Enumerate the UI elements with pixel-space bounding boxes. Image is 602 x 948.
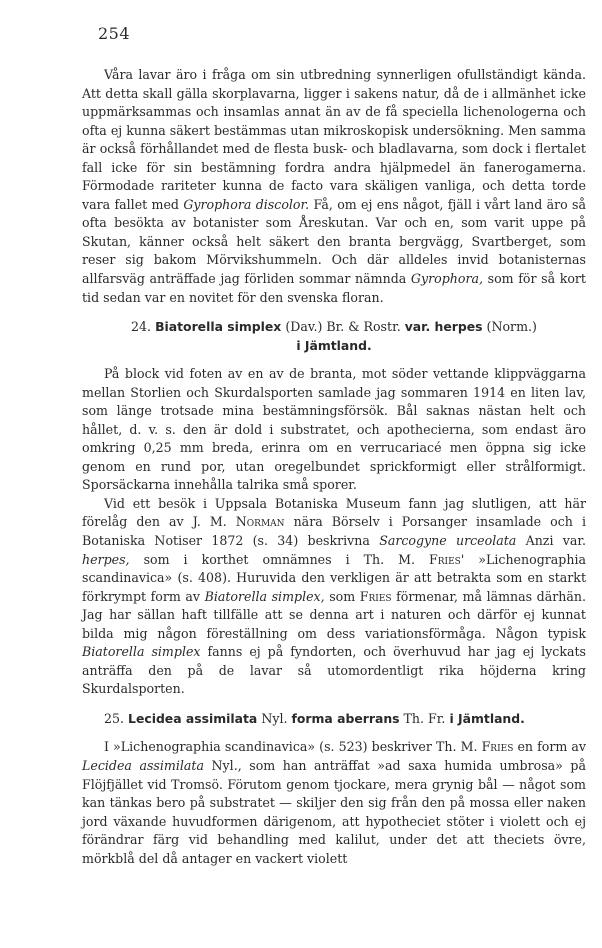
section-heading-25 xyxy=(82,710,586,729)
variety-authority: (Norm.) xyxy=(486,319,537,335)
section-number: 24. xyxy=(131,319,152,335)
text-segment: Vid ett besök i Uppsala Botaniska Museum fann jag slutligen, att här förelåg den av J. M. xyxy=(82,495,586,530)
paragraph-gyrophora xyxy=(82,66,586,307)
text-segment: Anzi var. xyxy=(516,533,587,549)
section-number: 25. xyxy=(104,710,125,726)
text-segment: som för så kort tid sedan var en novitet för den svenska floran. xyxy=(82,271,586,305)
species-name: Gyrophora discolor. xyxy=(183,196,310,212)
text-segment: som i korthet omnämnes i Th. M. xyxy=(129,551,430,567)
species-name: herpes, xyxy=(82,551,130,567)
text-segment: Få, om ej ens något, fjäll i vårt land äro så ofta besökta av botanister som Åreskutan. Var och en, som varit uppe på Skutan, känner också helt säkert den branta bergvägg, Svartberget, som reser sig bakom Mörvikshummeln. Och där alldeles invid botanisternas allfarsväg anträffade jag förliden sommar nämnda xyxy=(82,196,586,287)
person-name: Norman xyxy=(235,514,285,530)
text-segment: Våra lavar äro i fråga om sin utbredning synnerligen ofullständigt kända. Att detta skall gälla skorplavarna, ligger i sakens natur, då de i allmänhet icke uppmärksammas och insamlas annat än av de få speciella lichenologerna och ofta ej kunna säkert bestämmas utan mikroskopisk undersökning. Men samma är också förhållandet med de flesta busk- och bladlavarna, som dock i flertalet fall icke för sin bestämning fordra andra hjälpmedel än fanerogamerna. Förmodade rariteter kunna de facto vara skäligen vanliga, och detta torde vara fallet med xyxy=(82,67,586,212)
species-name: Biatorella simplex xyxy=(82,644,201,660)
page-body xyxy=(82,66,586,868)
taxon-name: Biatorella simplex xyxy=(155,319,282,335)
page-number: 254 xyxy=(98,24,131,43)
taxon-authority: (Dav.) Br. & Rostr. xyxy=(285,319,401,335)
species-name: Gyrophora, xyxy=(410,271,483,287)
section-location: i Jämtland. xyxy=(296,337,372,353)
species-name: Biatorella simplex, xyxy=(204,588,325,604)
paragraph-storlien: På block vid foten av en av de branta, mot söder vettande klippväggarna mellan Storlien och Skurdalsporten samlade jag sommaren 1914 en liten lav, som länge trotsade mina bestämningsförsök. Bål saknas nästan helt och hållet, d. v. s. den är dold i substratet, och apothecierna, som endast äro omkring 0,25 mm breda, erinra om en verrucariacé men öppna sig icke genom en rund por, utan oregelbundet sprickformigt eller strålformigt. Sporsäckarna innehålla talrika små sporer. xyxy=(82,366,586,493)
text-segment: som xyxy=(324,588,360,604)
forma-name: forma aberrans xyxy=(291,710,400,726)
text-segment: nära Börselv i Porsanger insamlade och i Botaniska Notiser 1872 (s. 34) beskrivna xyxy=(82,514,586,549)
person-name: Fries xyxy=(481,739,514,755)
text-segment: fanns ej på fyndorten, och överhuvud har jag ej lyckats anträffa den på de lavar så utomordentligt rika höjderna kring Skurdalsporten. xyxy=(82,644,586,697)
species-name: Sarcogyne urceolata xyxy=(379,533,517,549)
person-name: Fries xyxy=(359,588,392,604)
forma-authority: Th. Fr. xyxy=(403,710,446,726)
text-segment: I »Lichenographia scandinavica» (s. 523) beskriver Th. M. xyxy=(104,739,482,755)
paragraph-lecidea xyxy=(82,738,586,868)
text-segment: förmenar, må lämnas därhän. Jag har sällan haft tillfälle att se denna art i naturen och därför ej kunnat bilda mig någon föreställning om dess variationsförmåga. Någon typisk xyxy=(82,588,586,641)
variety-name: var. herpes xyxy=(404,319,483,335)
text-segment: Nyl., som han anträffat »ad saxa humida umbrosa» på Flöjfjället vid Tromsö. Förutom genom tjockare, mera grynig bål — något som kan tänkas bero på substratet — skiljer den sig från den på mossa eller naken jord växande huvudformen därigenom, att hypotheciet stöter i violett och ej förändrar färg vid behandling med kalilut, under det att theciets övre, mörkblå del då antager en vackert violett xyxy=(82,758,586,866)
taxon-name: Lecidea assimilata xyxy=(128,710,258,726)
taxon-authority: Nyl. xyxy=(261,710,288,726)
species-name: Lecidea assimilata xyxy=(82,758,204,773)
text-segment: en form av xyxy=(513,739,587,755)
section-heading-24 xyxy=(82,318,586,355)
text-segment: »Lichenographia scandinavica» (s. 408). Huruvida den verkligen är att betrakta som en starkt förkrympt form av xyxy=(82,551,586,604)
person-name: Fries' xyxy=(429,551,465,567)
section-location: i Jämtland. xyxy=(449,710,525,726)
paragraph-uppsala xyxy=(82,495,586,699)
